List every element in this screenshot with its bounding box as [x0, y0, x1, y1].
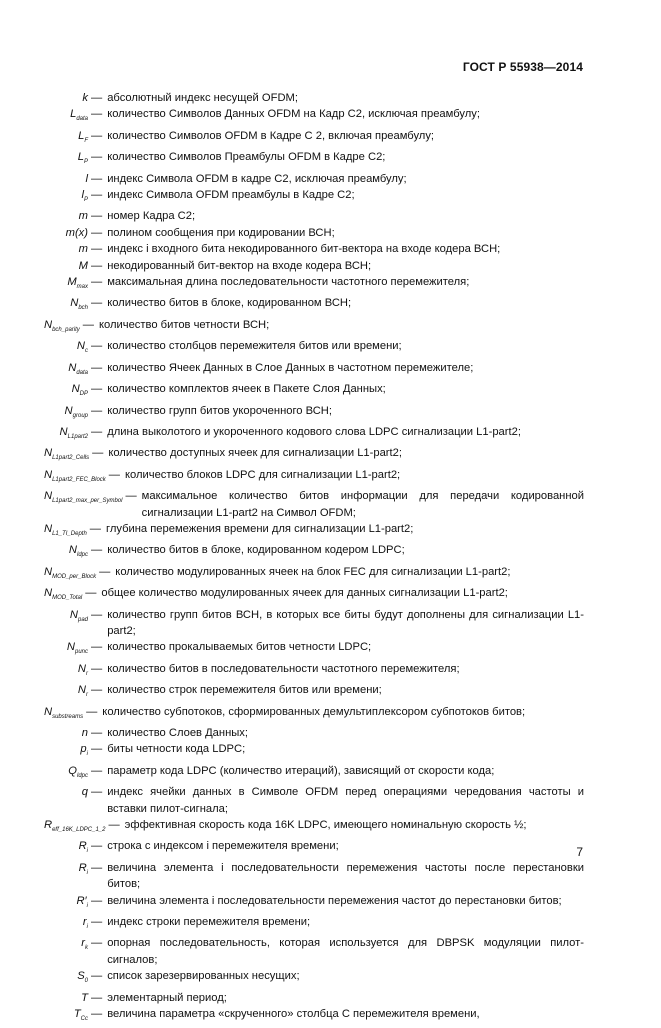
def-term: $R'_i$ [76, 894, 88, 909]
definition-item: $Q_{ldpc}$ — параметр кода LDPC (количество итераций), зависящий от скорости кода; [44, 763, 584, 784]
def-description: количество битов в блоке, кодированном ВСН; [107, 297, 352, 310]
def-term: $N_{L1\_TI\_Depth}$ [44, 522, 87, 537]
def-description: глубина перемежения времени для сигнализации L1-part2; [105, 522, 414, 535]
def-description: количество битов в последовательности частотного перемежителя; [107, 662, 460, 675]
def-description: количество групп битов укороченного ВСН; [107, 404, 332, 417]
def-term: $N_{DP}$ [71, 383, 88, 398]
def-description: количество субпотоков, сформированных демультиплексором субпотоков битов; [102, 705, 526, 718]
def-term: $R_{eff\_16K\_LDPC\_1\_2}$ [44, 819, 106, 834]
def-term: $N_{L1part2\_Cells}$ [44, 447, 90, 462]
def-term: l [85, 172, 88, 185]
def-term: $L_{data}$ [70, 108, 88, 123]
definition-item: $p_i$ — биты четности кода LDPC; [44, 741, 584, 762]
definition-item: T — элементарный период; [44, 990, 584, 1006]
definition-item: $L_F$ — количество Символов OFDM в Кадре С 2, включая преамбулу; [44, 128, 584, 149]
def-term: $N_{substreams}$ [44, 705, 84, 720]
def-term: $T_{Cc}$ [73, 1008, 88, 1023]
definition-item: $T_{Cc}$ — величина параметра «скрученного» столбца С перемежителя времени, [44, 1006, 584, 1027]
def-term: $M_{max}$ [67, 276, 88, 291]
def-description: количество битов в блоке, кодированном кодером LDPC; [107, 544, 405, 557]
def-description: величина параметра «скрученного» столбца С перемежителя времени, [107, 1008, 480, 1021]
page-number: 7 [576, 845, 583, 859]
def-description: величина элемента i последовательности перемежения частоты после перестановки битов; [107, 861, 584, 891]
def-description: длина выколотого и укороченного кодового слова LDPC сигнализации L1-part2; [107, 425, 521, 438]
definition-item: $N_{L1part2\_max\_per\_Symbol}$ — максимальное количество битов информации для передачи кодированной сигнализации L1-part2 на Символ OFDM; [44, 488, 584, 521]
definition-item: $N_{ldpc}$ — количество битов в блоке, кодированном кодером LDPC; [44, 542, 584, 563]
definition-item: $N_{MOD\_per\_Block}$ — количество модулированных ячеек на блок FEC для сигнализации L1-part2; [44, 564, 584, 585]
definition-item: $N_{L1\_TI\_Depth}$ — глубина перемежения времени для сигнализации L1-part2; [44, 521, 584, 542]
def-term: $N_{L1part2\_max\_per\_Symbol}$ [44, 490, 123, 505]
definition-item: $N_{punc}$ — количество прокалываемых битов четности LDPC; [44, 639, 584, 660]
def-term: m(x) [65, 226, 88, 239]
definition-item: $R_i$ — строка с индексом i перемежителя времени; [44, 838, 584, 859]
def-description: величина элемента i последовательности перемежения частот до перестановки битов; [107, 894, 562, 907]
def-description: количество прокалываемых битов четности LDPC; [107, 641, 372, 654]
def-description: максимальная длина последовательности частотного перемежителя; [107, 276, 470, 289]
def-description: биты четности кода LDPC; [107, 743, 246, 756]
definition-item: k — абсолютный индекс несущей OFDM; [44, 90, 584, 106]
def-term: $S_0$ [77, 970, 88, 985]
def-description: список зарезервированных несущих; [107, 970, 300, 983]
def-description: количество групп битов ВСН, в которых все биты будут дополнены для сигнализации L1-part2; [107, 608, 584, 637]
def-term: $N_{bch\_parity}$ [44, 318, 80, 333]
def-description: количество строк перемежителя битов или времени; [107, 684, 382, 697]
definition-item: m — номер Кадра С2; [44, 208, 584, 224]
def-description: опорная последовательность, которая используется для DBPSK модуляции пилот-сигналов; [107, 937, 584, 966]
def-term: m [78, 243, 88, 256]
definition-item: $N_{pad}$ — количество групп битов ВСН, в которых все биты будут дополнены для сигнализации L1-part2; [44, 607, 584, 640]
definition-item: $N_{data}$ — количество Ячеек Данных в Слое Данных в частотном перемежителе; [44, 360, 584, 381]
def-term: $R_i$ [78, 840, 88, 855]
definition-item: $N_{L1part2}$ — длина выколотого и укороченного кодового слова LDPC сигнализации L1-part2; [44, 424, 584, 445]
def-term: $N_{ldpc}$ [68, 544, 88, 559]
def-term: $N_r$ [77, 684, 88, 699]
def-term: $N_{punc}$ [66, 641, 88, 656]
def-term: $N_{MOD\_per\_Block}$ [44, 565, 97, 580]
definition-item: $R_i$ — величина элемента i последовательности перемежения частоты после перестановки битов; [44, 860, 584, 893]
definition-item: $L_{data}$ — количество Символов Данных OFDM на Кадр С2, исключая преамбулу; [44, 106, 584, 127]
def-description: индекс строки перемежителя времени; [107, 916, 311, 929]
def-term: $N_{data}$ [68, 361, 88, 376]
definition-item: $N_{bch}$ — количество битов в блоке, кодированном ВСН; [44, 295, 584, 316]
def-description: количество блоков LDPC для сигнализации L1-part2; [124, 468, 401, 481]
def-term: q [81, 786, 88, 799]
def-description: индекс Символа OFDM преамбулы в Кадре С2; [107, 189, 355, 202]
def-term: $R_i$ [78, 861, 88, 876]
def-description: количество Символов Данных OFDM на Кадр С2, исключая преамбулу; [107, 108, 480, 121]
definition-item: $N_{bch\_parity}$ — количество битов четности ВСН; [44, 317, 584, 338]
def-term: $N_{L1part2}$ [59, 425, 88, 440]
definition-item: $N_{MOD\_Total}$ — общее количество модулированных ячеек для данных сигнализации L1-part2; [44, 585, 584, 606]
definition-item: $l_P$ — индекс Символа OFDM преамбулы в Кадре С2; [44, 187, 584, 208]
def-description: абсолютный индекс несущей OFDM; [107, 92, 298, 104]
def-term: T [81, 991, 88, 1004]
def-description: индекс i входного бита некодированного бит-вектора на входе кодера ВСН; [107, 243, 501, 256]
definition-item: $N_{L1part2\_Cells}$ — количество доступных ячеек для сигнализации L1-part2; [44, 445, 584, 466]
definition-item: m(x) — полином сообщения при кодировании ВСН; [44, 225, 584, 241]
def-term: $N_{MOD\_Total}$ [44, 587, 83, 602]
def-term: $N_{pad}$ [69, 608, 88, 623]
definition-item: $N_{group}$ — количество групп битов укороченного ВСН; [44, 403, 584, 424]
def-description: количество Символов OFDM в Кадре С 2, включая преамбулу; [107, 129, 435, 142]
definition-item: $M_{max}$ — максимальная длина последовательности частотного перемежителя; [44, 274, 584, 295]
def-description: количество доступных ячеек для сигнализации L1-part2; [108, 447, 402, 460]
definition-item: m — индекс i входного бита некодированного бит-вектора на входе кодера ВСН; [44, 241, 584, 257]
def-description: номер Кадра С2; [107, 210, 196, 223]
def-description: количество Символов Преамбулы OFDM в Кадре С2; [107, 151, 386, 164]
def-description: некодированный бит-вектор на входе кодера ВСН; [107, 259, 372, 272]
definition-item: $R'_i$ — величина элемента i последовательности перемежения частот до перестановки битов; [44, 893, 584, 914]
def-term: m [78, 210, 88, 223]
def-description: количество битов четности ВСН; [98, 318, 270, 331]
def-term: $Q_{ldpc}$ [68, 764, 88, 779]
definition-item: $N_r$ — количество битов в последовательности частотного перемежителя; [44, 661, 584, 682]
definitions-list [44, 90, 584, 1028]
def-description: максимальное количество битов информации для передачи кодированной сигнализации L1-part2 на Символ OFDM; [141, 490, 584, 519]
def-term: $N_{group}$ [64, 404, 88, 419]
def-term: n [81, 727, 88, 739]
def-description: количество комплектов ячеек в Пакете Слоя Данных; [107, 383, 386, 396]
def-description: количество Ячеек Данных в Слое Данных в частотном перемежителе; [107, 361, 474, 374]
definition-item: $r_k$ — опорная последовательность, которая используется для DBPSK модуляции пилот-сигналов; [44, 935, 584, 968]
definition-item: $r_i$ — индекс строки перемежителя времени; [44, 914, 584, 935]
definition-item: $L_P$ — количество Символов Преамбулы OFDM в Кадре С2; [44, 149, 584, 170]
definition-item: $N_{substreams}$ — количество субпотоков, сформированных демультиплексором субпотоков битов; [44, 704, 584, 725]
definition-item: q — индекс ячейки данных в Символе OFDM перед операциями чередования частоты и вставки пилот-сигнала; [44, 784, 584, 817]
definition-item: $N_{DP}$ — количество комплектов ячеек в Пакете Слоя Данных; [44, 381, 584, 402]
document-header: ГОСТ Р 55938—2014 [462, 60, 583, 74]
def-description: количество модулированных ячеек на блок FEC для сигнализации L1-part2; [115, 565, 511, 578]
def-description: строка с индексом i перемежителя времени; [107, 840, 339, 853]
definition-item: $S_0$ — список зарезервированных несущих; [44, 968, 584, 989]
def-term: $L_F$ [78, 129, 88, 144]
definition-item: M — некодированный бит-вектор на входе кодера ВСН; [44, 258, 584, 274]
def-term: $N_{bch}$ [70, 297, 88, 312]
def-term: $l_P$ [81, 189, 88, 204]
definition-item: $N_c$ — количество столбцов перемежителя битов или времени; [44, 338, 584, 359]
def-term: $p_i$ [80, 743, 88, 758]
definition-item: $N_{L1part2\_FEC\_Block}$ — количество блоков LDPC для сигнализации L1-part2; [44, 467, 584, 488]
def-term: M [78, 259, 88, 272]
def-description: полином сообщения при кодировании ВСН; [107, 226, 335, 239]
def-description: индекс Символа OFDM в кадре С2, исключая преамбулу; [107, 172, 407, 185]
def-description: общее количество модулированных ячеек для данных сигнализации L1-part2; [101, 587, 508, 600]
def-term: $N_{L1part2\_FEC\_Block}$ [44, 468, 106, 483]
definition-item: $N_r$ — количество строк перемежителя битов или времени; [44, 682, 584, 703]
def-term: k [82, 92, 88, 104]
definition-item: l — индекс Символа OFDM в кадре С2, исключая преамбулу; [44, 171, 584, 187]
def-term: $N_r$ [77, 662, 88, 677]
def-description: параметр кода LDPC (количество итераций), зависящий от скорости кода; [107, 764, 495, 777]
def-term: $r_k$ [81, 937, 88, 952]
def-description: элементарный период; [107, 991, 227, 1004]
def-term: $r_i$ [82, 916, 88, 931]
def-term: $N_c$ [76, 340, 88, 355]
def-description: индекс ячейки данных в Символе OFDM перед операциями чередования частоты и вставки пилот-сигнала; [107, 786, 584, 815]
def-description: количество столбцов перемежителя битов или времени; [107, 340, 402, 353]
definition-item: n — количество Слоев Данных; [44, 725, 584, 741]
definition-item: $R_{eff\_16K\_LDPC\_1\_2}$ — эффективная скорость кода 16K LDPC, имеющего номинальную скорость ½; [44, 817, 584, 838]
def-description: количество Слоев Данных; [107, 727, 249, 739]
def-term: $L_P$ [77, 151, 88, 166]
def-description: эффективная скорость кода 16K LDPC, имеющего номинальную скорость ½; [124, 819, 527, 832]
